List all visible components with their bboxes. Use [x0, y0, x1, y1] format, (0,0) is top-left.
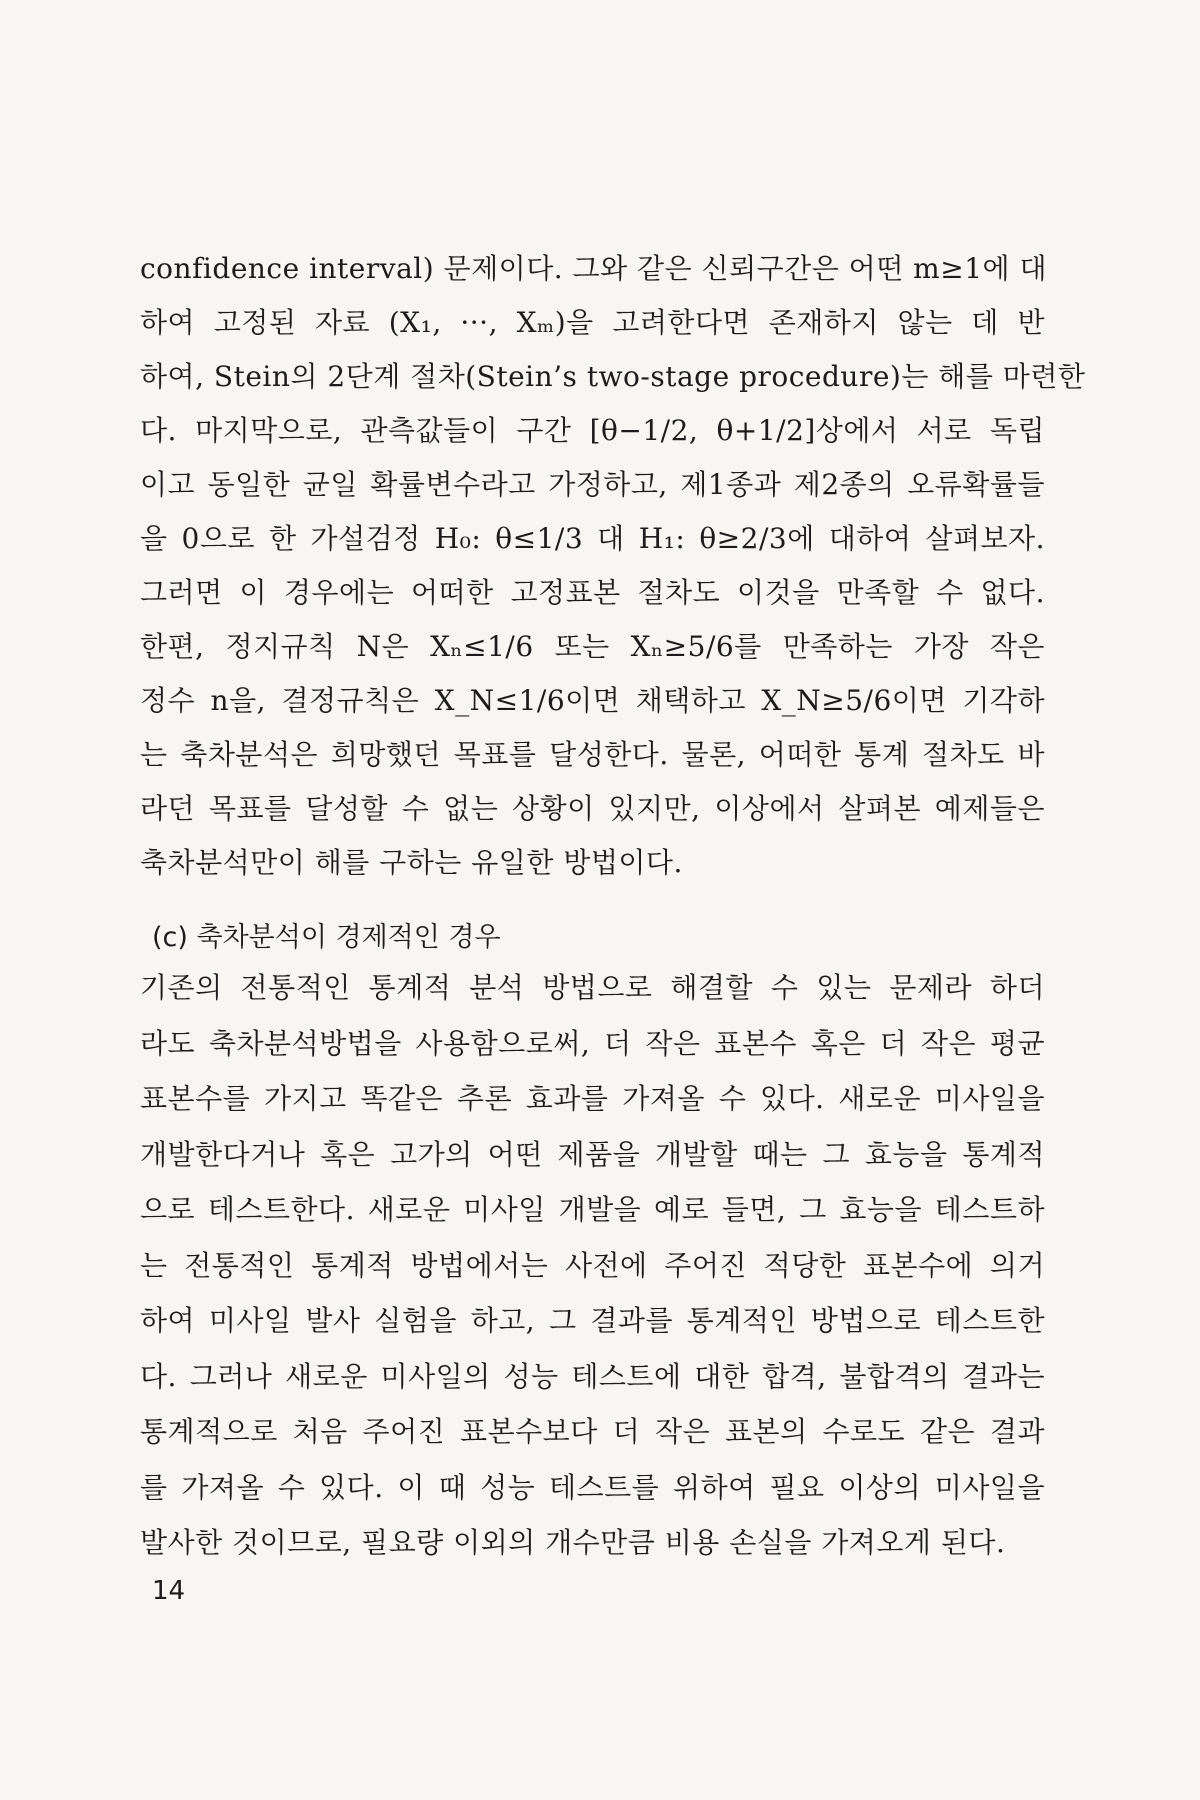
paragraph-economic-case — [140, 960, 1045, 1571]
text-line: 라도 축차분석방법을 사용함으로써, 더 작은 표본수 혹은 더 작은 평균 — [140, 1026, 1045, 1060]
text-line: 그러면 이 경우에는 어떠한 고정표본 절차도 이것을 만족할 수 없다. — [140, 576, 1045, 609]
text-line: 발사한 것이므로, 필요량 이외의 개수만큼 비용 손실을 가져오게 된다. — [140, 1526, 1006, 1559]
text-line: 하여, Stein의 2단계 절차(Stein’s two-stage procedure)는 해를 마련한 — [140, 360, 1086, 393]
text-line: 정수 n을, 결정규칙은 X_N≤1/6이면 채택하고 X_N≥5/6이면 기각하 — [140, 684, 1045, 717]
section-heading: (c) 축차분석이 경제적인 경우 — [152, 922, 501, 953]
text-line: 하여 고정된 자료 (X₁, ···, Xₘ)을 고려한다면 존재하지 않는 데 반 — [140, 306, 1045, 339]
text-line: 개발한다거나 혹은 고가의 어떤 제품을 개발할 때는 그 효능을 통계적 — [140, 1137, 1045, 1171]
text-line: 축차분석만이 해를 구하는 유일한 방법이다. — [140, 846, 683, 879]
page-number: 14 — [152, 1576, 186, 1606]
paragraph-sequential-analysis-examples — [140, 242, 1086, 890]
text-line: 표본수를 가지고 똑같은 추론 효과를 가져올 수 있다. 새로운 미사일을 — [140, 1082, 1045, 1115]
text-line: 으로 테스트한다. 새로운 미사일 개발을 예로 들면, 그 효능을 테스트하 — [140, 1193, 1045, 1226]
text-line: confidence interval) 문제이다. 그와 같은 신뢰구간은 어떤 m≥1에 대 — [140, 252, 1048, 285]
text-line: 하여 미사일 발사 실험을 하고, 그 결과를 통계적인 방법으로 테스트한 — [140, 1304, 1045, 1337]
text-line: 기존의 전통적인 통계적 분석 방법으로 해결할 수 있는 문제라 하더 — [140, 971, 1045, 1004]
text-line: 는 전통적인 통계적 방법에서는 사전에 주어진 적당한 표본수에 의거 — [140, 1248, 1045, 1282]
text-line: 다. 마지막으로, 관측값들이 구간 [θ−1/2, θ+1/2]상에서 서로 독립 — [140, 414, 1045, 447]
text-line: 라던 목표를 달성할 수 없는 상황이 있지만, 이상에서 살펴본 예제들은 — [140, 792, 1045, 825]
text-line: 이고 동일한 균일 확률변수라고 가정하고, 제1종과 제2종의 오류확률들 — [140, 468, 1045, 501]
text-line: 를 가져올 수 있다. 이 때 성능 테스트를 위하여 필요 이상의 미사일을 — [140, 1470, 1045, 1504]
text-line: 는 축차분석은 희망했던 목표를 달성한다. 물론, 어떠한 통계 절차도 바 — [140, 738, 1045, 771]
text-line: 통계적으로 처음 주어진 표본수보다 더 작은 표본의 수로도 같은 결과 — [140, 1415, 1045, 1448]
text-line: 다. 그러나 새로운 미사일의 성능 테스트에 대한 합격, 불합격의 결과는 — [140, 1359, 1045, 1393]
text-line: 한편, 정지규칙 N은 Xₙ≤1/6 또는 Xₙ≥5/6를 만족하는 가장 작은 — [140, 630, 1045, 663]
text-line: 을 0으로 한 가설검정 H₀: θ≤1/3 대 H₁: θ≥2/3에 대하여 살펴보자. — [140, 522, 1045, 555]
